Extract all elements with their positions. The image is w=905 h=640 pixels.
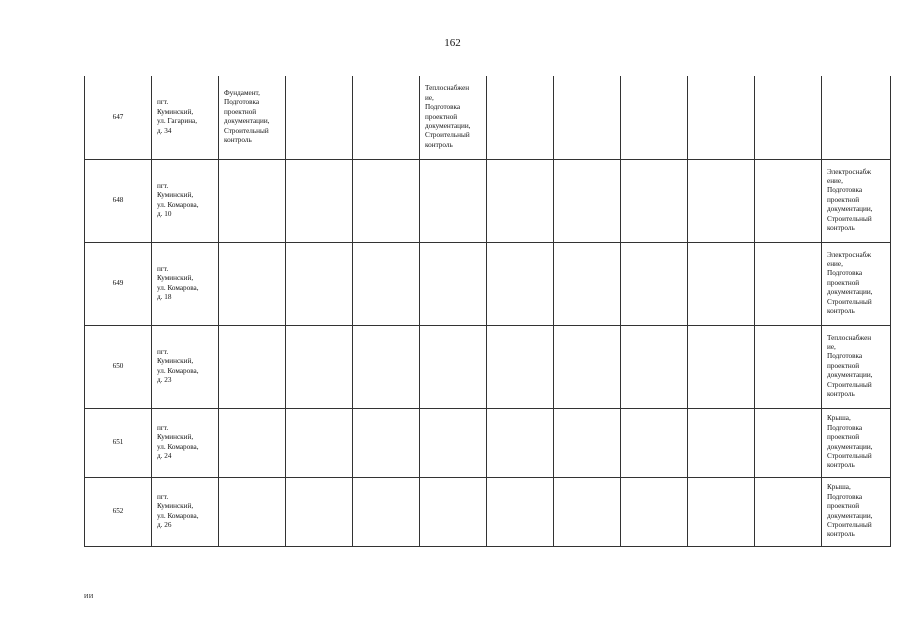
- address-cell: пгт. Куминский, ул. Гагарина, д. 34: [152, 76, 219, 159]
- work-cell: Электроснабж ение, Подготовка проектной документации, Строительный контроль: [822, 242, 891, 325]
- work-cell: [621, 477, 688, 546]
- work-cell: [353, 159, 420, 242]
- table-row: [85, 408, 891, 477]
- work-cell: [286, 408, 353, 477]
- work-cell: [219, 408, 286, 477]
- work-cell: [219, 325, 286, 408]
- work-cell: [755, 242, 822, 325]
- works-table: [84, 76, 891, 547]
- work-cell: [353, 76, 420, 159]
- work-cell: [487, 408, 554, 477]
- address-cell: пгт. Куминский, ул. Комарова, д. 10: [152, 159, 219, 242]
- work-cell: Крыша, Подготовка проектной документации, Строительный контроль: [822, 408, 891, 477]
- row-number: 647: [85, 76, 152, 159]
- work-cell: Теплоснабжен ие, Подготовка проектной документации, Строительный контроль: [420, 76, 487, 159]
- address-cell: пгт. Куминский, ул. Комарова, д. 26: [152, 477, 219, 546]
- work-cell: [688, 159, 755, 242]
- work-cell: [755, 325, 822, 408]
- table-row: [85, 76, 891, 159]
- address-cell: пгт. Куминский, ул. Комарова, д. 23: [152, 325, 219, 408]
- work-cell: [353, 408, 420, 477]
- work-cell: [353, 242, 420, 325]
- work-cell: [688, 242, 755, 325]
- table-row: [85, 325, 891, 408]
- work-cell: [688, 477, 755, 546]
- work-cell: [554, 76, 621, 159]
- work-cell: [353, 477, 420, 546]
- work-cell: [688, 408, 755, 477]
- work-cell: Фундамент, Подготовка проектной документации, Строительный контроль: [219, 76, 286, 159]
- work-cell: [420, 159, 487, 242]
- work-cell: [755, 159, 822, 242]
- work-cell: [353, 325, 420, 408]
- work-cell: [554, 325, 621, 408]
- address-cell: пгт. Куминский, ул. Комарова, д. 24: [152, 408, 219, 477]
- row-number: 649: [85, 242, 152, 325]
- work-cell: [621, 325, 688, 408]
- work-cell: [621, 408, 688, 477]
- work-cell: [755, 477, 822, 546]
- row-number: 652: [85, 477, 152, 546]
- work-cell: [487, 325, 554, 408]
- work-cell: [286, 76, 353, 159]
- work-cell: [621, 76, 688, 159]
- work-cell: [420, 325, 487, 408]
- row-number: 651: [85, 408, 152, 477]
- work-cell: [487, 159, 554, 242]
- work-cell: [219, 242, 286, 325]
- work-cell: [822, 76, 891, 159]
- work-cell: [621, 242, 688, 325]
- table-row: [85, 477, 891, 546]
- work-cell: [286, 242, 353, 325]
- work-cell: [755, 76, 822, 159]
- work-cell: [487, 477, 554, 546]
- work-cell: [420, 477, 487, 546]
- table-row: [85, 159, 891, 242]
- work-cell: [688, 325, 755, 408]
- work-cell: [286, 159, 353, 242]
- work-cell: [487, 242, 554, 325]
- work-cell: [219, 159, 286, 242]
- work-cell: Электроснабж ение, Подготовка проектной документации, Строительный контроль: [822, 159, 891, 242]
- work-cell: [487, 76, 554, 159]
- work-cell: [554, 242, 621, 325]
- work-cell: [621, 159, 688, 242]
- page-number: 162: [444, 37, 461, 49]
- work-cell: [554, 408, 621, 477]
- table-row: [85, 242, 891, 325]
- work-cell: [286, 325, 353, 408]
- row-number: 650: [85, 325, 152, 408]
- footer-mark: ИИ: [84, 594, 94, 600]
- work-cell: Крыша, Подготовка проектной документации, Строительный контроль: [822, 477, 891, 546]
- work-cell: [755, 408, 822, 477]
- work-cell: [420, 408, 487, 477]
- work-cell: Теплоснабжен ие, Подготовка проектной документации, Строительный контроль: [822, 325, 891, 408]
- row-number: 648: [85, 159, 152, 242]
- work-cell: [554, 477, 621, 546]
- work-cell: [420, 242, 487, 325]
- work-cell: [219, 477, 286, 546]
- address-cell: пгт. Куминский, ул. Комарова, д. 18: [152, 242, 219, 325]
- work-cell: [688, 76, 755, 159]
- work-cell: [286, 477, 353, 546]
- work-cell: [554, 159, 621, 242]
